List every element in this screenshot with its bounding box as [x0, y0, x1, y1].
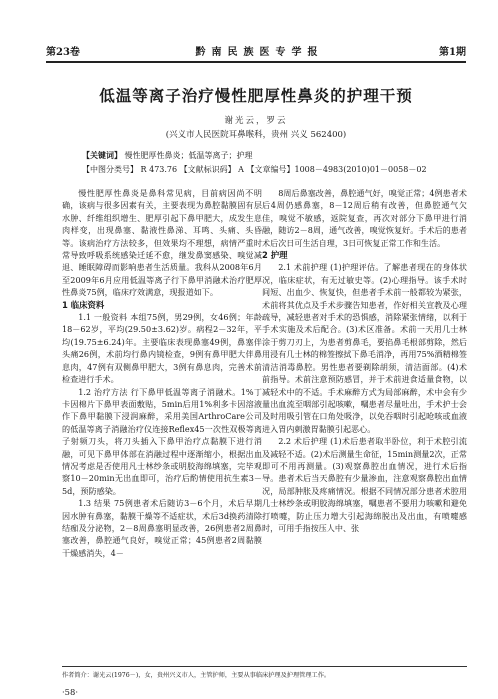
- volume-label: 第23卷: [46, 46, 80, 58]
- article-affiliation: (兴义市人民医院耳鼻喉科，贵州 兴义 562400): [165, 130, 347, 140]
- body-paragraph: 1.3 结果 75例患者术后随访3－6个月，术后早期因水肿有鼻塞，黏膜干燥等不适症状，术后3d换药清除结痂及分泌物，2－8周鼻塞明显改善，26例患者2周鼻塞改善，鼻腔通气良好，嗅觉正常；45例患者2周黏膜干燥感消失，4－: [62, 498, 262, 558]
- article-title: 低温等离子治疗慢性肥厚性鼻炎的护理干预: [99, 87, 413, 105]
- page-number: ·58·: [62, 687, 78, 697]
- body-paragraph: 1.1 一般资料 本组75例，男29例，女46例；年龄18－62岁，平均(29.50±3.62)岁。病程2－32年，平均(19.75±6.24)年。主要临床表现鼻塞49例，鼻塞伴头痛26例，术前均行鼻内镜检查，9例有鼻甲肥大伴鼻息肉，47例有双侧鼻甲肥大，3例有鼻息肉，完善术前检查进行手术。: [62, 312, 262, 385]
- body-paragraph: 8周后鼻塞改善，鼻腔通气好，嗅觉正常；4例患者术后4周仍感鼻塞，8－12周后稍有改善，但鼻腔通气欠佳，嗅觉不敏感，返院复查，再次对部分下鼻甲进行消融，随访2－8周，通气改善，嗅觉恢复好。手术后的患者术后次日可生活自理，3日可恢复正常工作和生活。: [262, 188, 467, 248]
- left-column: [62, 187, 262, 559]
- body-paragraph: 慢性肥厚性鼻炎是鼻科常见病，目前病因尚不明确，该病与很多因素有关，主要表现为鼻腔黏膜固有层水肿、纤维组织增生、肥厚引起下鼻甲肥大，成发生息肉样变，出现鼻塞、黏液性鼻涕、耳鸣、头痛、头昏等。该病治疗方法较多，但效果均不理想，病情严重时常导致呼吸系统感染迁延不愈，继发鼻窦感染、嗅觉减退、睡眠障碍而影响患者生活质量。我科从2008年6月至2009年6月应用低温等离子行下鼻甲消融术治疗肥厚性鼻炎75例，临床疗效满意，现报道如下。: [62, 188, 262, 298]
- author-footnote: 作者简介：谢光云(1976－)，女，贵州兴义市人，主管护师，主要从事临床护理及护理管理工作。: [62, 672, 331, 679]
- classification-line: 【中图分类号】 R 473.76 【文献标识码】 A 【文章编号】1008－4983(2010)01－0058－02: [82, 165, 427, 174]
- journal-name: 黔南民族医专学报: [195, 46, 324, 58]
- right-column: [262, 187, 467, 534]
- keywords-line: [82, 150, 253, 161]
- header-rule: [46, 61, 466, 63]
- body-paragraph: 1.2 治疗方法 行下鼻甲低温等离子消融术。1%丁卡因棉片下鼻甲表面敷贴，5min后用1%利多卡因溶液作下鼻甲黏膜下浸润麻醉，采用美国ArthroCare公司的低温等离子消融治疗仪连接Reflex45一次性双极等离子射频刀头，将刀头插入下鼻甲治疗点黏膜下进行消融，可见下鼻甲体部在消融过程中逐渐缩小，根据出血情况考虑是否使用凡士林纱条或明胶海绵填塞，完毕观察10－20min无出血即可，治疗后酌情使用抗生素3－5d，预防感染。: [62, 386, 262, 496]
- body-paragraph: 2.1 术前护理 (1)护理评估。了解患者现在的身体状况，临床症状，有无过敏史等。(2)心理指导。该手术时间短、出血少、恢复快，但患者手术前一般都较为紧张，术前将其优点及手术步骤告知患者，作好相关宣教及心理疏导，减轻患者对手术的恐惧感，消除紧张情绪，以利于手术实施及术后配合。(3)术区准备。术前一天用几士林涂于剪刀刃上，为患者剪鼻毛，要掐鼻毛根部剪除，然后用浸有几士林的棉签擦拭下鼻毛消净，再用75%酒精棉签清洁消毒鼻腔。男性患者要剃除胡须，清洁面部。(4)术前指导。术前注意预防感冒，并于术前进食适量食物，以减轻术中的不适。手术麻醉方式为局部麻醉，术中会有少量出血流至咽部引起咳嗽，嘱患者尽量吐出，手术护士会及时用吸引管在口角处吸净，以免吞咽时引起呛咳或血液进入胃内刺激胃黏膜引起恶心。: [262, 262, 467, 434]
- body-paragraph: 2.2 术后护理 (1)术后患者取半卧位，利于术腔引流及减轻不适。(2)术后测量生命征，15min测量2次，正常即可不用再测量。(3)观察鼻腔出血情况，进行术后指导。患者术后当天鼻腔有少量渗血，注意观察鼻腔出血情况，局部肿胀及疼痛情况。根据不同情况部分患者术腔用几士林纱条或明胶海绵填塞，嘱患者不要用力咳嗽和避免打喷嚏，防止压力增大引起海绵脱出及出血，有喷嚏感时，可用手指按压人中、张: [262, 436, 467, 533]
- section-heading: 1 临床资料: [62, 299, 105, 310]
- issue-label: 第1期: [439, 46, 466, 58]
- section-heading: 2 护理: [262, 250, 288, 261]
- keywords-label: 【关键词】: [82, 151, 122, 160]
- running-header: [46, 40, 466, 60]
- keywords-text: 慢性肥厚性鼻炎；低温等离子；护理: [124, 151, 253, 160]
- footnote-rule: [62, 666, 467, 667]
- article-authors: 谢光云，罗云: [224, 116, 288, 126]
